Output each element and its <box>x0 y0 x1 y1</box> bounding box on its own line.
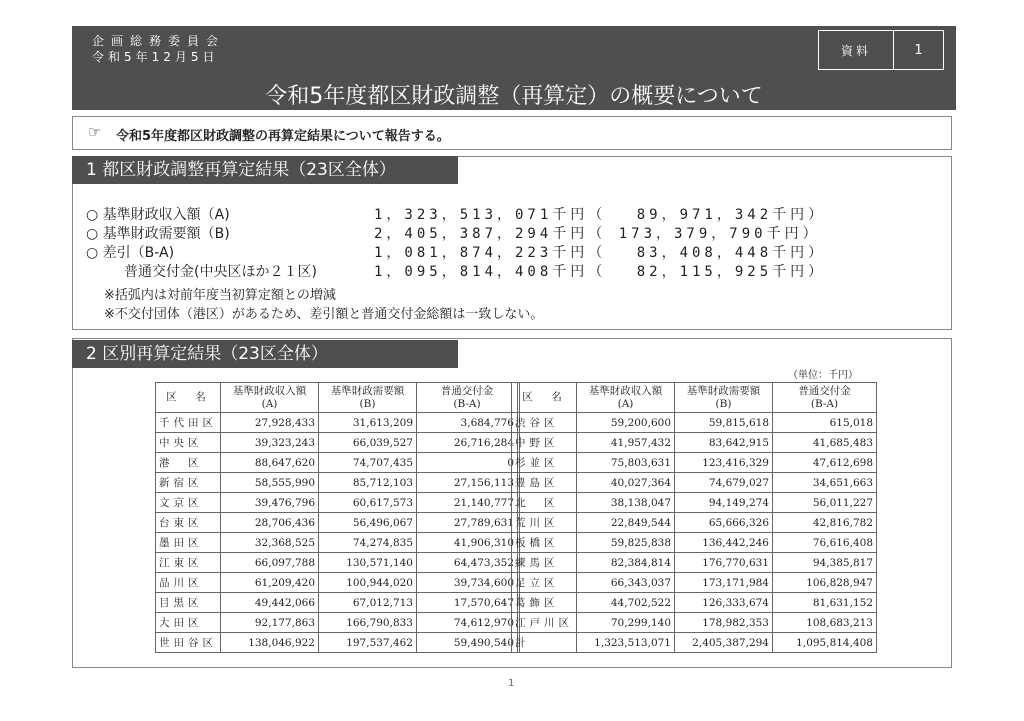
table-row <box>156 413 519 433</box>
grant-cell: 0 <box>417 453 519 473</box>
item-revenue-value: 1，323，513，071千円（ 89，971，342千円） <box>374 207 827 223</box>
item-label: 基準財政収入額（A) <box>102 207 230 223</box>
revenue-cell: 40,027,364 <box>577 473 675 493</box>
grant-cell: 42,816,782 <box>773 513 877 533</box>
grant-cell: 34,651,663 <box>773 473 877 493</box>
revenue-cell: 66,343,037 <box>577 573 675 593</box>
ward-cell: 江戸川区 <box>512 613 577 633</box>
ward-cell: 板橋区 <box>512 533 577 553</box>
table-row <box>156 593 519 613</box>
col-sub: (B) <box>715 397 732 410</box>
col-sub: (B-A) <box>453 397 481 410</box>
col-label: 基準財政需要額 <box>686 384 761 397</box>
table-row <box>512 453 877 473</box>
pointing-hand-icon: ☞ <box>88 123 102 141</box>
ward-table-right <box>511 382 877 653</box>
bullet: ○ <box>86 207 99 223</box>
ward-cell: 中央区 <box>156 433 221 453</box>
demand-cell: 31,613,209 <box>319 413 417 433</box>
ward-cell: 足立区 <box>512 573 577 593</box>
col-label: 普通交付金 <box>798 384 851 397</box>
col-sub: (B) <box>359 397 376 410</box>
document-date: 令和5年12月5日 <box>92 50 219 64</box>
ward-cell: 新宿区 <box>156 473 221 493</box>
col-demand <box>319 383 417 413</box>
col-ward: 区 名 <box>156 383 221 413</box>
revenue-cell: 1,323,513,071 <box>577 633 675 653</box>
table-row <box>156 533 519 553</box>
demand-cell: 67,012,713 <box>319 593 417 613</box>
ward-cell: 計 <box>512 633 577 653</box>
table-row <box>156 433 519 453</box>
table-row <box>512 633 877 653</box>
ward-cell: 港 区 <box>156 453 221 473</box>
grant-cell: 76,616,408 <box>773 533 877 553</box>
demand-cell: 60,617,573 <box>319 493 417 513</box>
badge-label: 資料 <box>819 31 894 69</box>
grant-cell: 27,156,113 <box>417 473 519 493</box>
demand-cell: 136,442,246 <box>675 533 773 553</box>
revenue-cell: 41,957,432 <box>577 433 675 453</box>
demand-cell: 123,416,329 <box>675 453 773 473</box>
page-number: 1 <box>508 678 515 689</box>
section2-heading: 2 区別再算定結果（23区全体） <box>72 340 458 368</box>
item-revenue <box>86 206 230 224</box>
note-1: ※括弧内は対前年度当初算定額との増減 <box>104 288 336 303</box>
grant-cell: 26,716,284 <box>417 433 519 453</box>
grant-cell: 74,612,970 <box>417 613 519 633</box>
table-row <box>156 613 519 633</box>
col-revenue <box>577 383 675 413</box>
ward-cell: 墨田区 <box>156 533 221 553</box>
table-row <box>512 573 877 593</box>
demand-cell: 197,537,462 <box>319 633 417 653</box>
revenue-cell: 38,138,047 <box>577 493 675 513</box>
demand-cell: 74,274,835 <box>319 533 417 553</box>
table-row <box>512 493 877 513</box>
table-header-row <box>156 383 519 413</box>
item-demand-value: 2，405，387，294千円（ 173，379，790千円） <box>374 226 821 242</box>
revenue-cell: 70,299,140 <box>577 613 675 633</box>
item-grant: 普通交付金(中央区ほか２１区) <box>124 264 317 280</box>
item-demand <box>86 225 230 243</box>
item-difference <box>86 244 174 262</box>
ward-cell: 中野区 <box>512 433 577 453</box>
table-header-row <box>512 383 877 413</box>
col-grant <box>773 383 877 413</box>
section1-heading: 1 都区財政調整再算定結果（23区全体） <box>72 156 458 184</box>
demand-cell: 85,712,103 <box>319 473 417 493</box>
grant-cell: 94,385,817 <box>773 553 877 573</box>
grant-cell: 59,490,540 <box>417 633 519 653</box>
revenue-cell: 27,928,433 <box>221 413 319 433</box>
ward-cell: 荒川区 <box>512 513 577 533</box>
demand-cell: 176,770,631 <box>675 553 773 573</box>
ward-cell: 品川区 <box>156 573 221 593</box>
revenue-cell: 92,177,863 <box>221 613 319 633</box>
document-title: 令和5年度都区財政調整（再算定）の概要について <box>72 84 956 110</box>
ward-cell: 杉並区 <box>512 453 577 473</box>
demand-cell: 178,982,353 <box>675 613 773 633</box>
grant-cell: 64,473,352 <box>417 553 519 573</box>
revenue-cell: 22,849,544 <box>577 513 675 533</box>
demand-cell: 100,944,020 <box>319 573 417 593</box>
demand-cell: 74,707,435 <box>319 453 417 473</box>
ward-cell: 北 区 <box>512 493 577 513</box>
demand-cell: 56,496,067 <box>319 513 417 533</box>
revenue-cell: 39,476,796 <box>221 493 319 513</box>
table-row <box>512 513 877 533</box>
table-row <box>156 513 519 533</box>
demand-cell: 94,149,274 <box>675 493 773 513</box>
grant-cell: 1,095,814,408 <box>773 633 877 653</box>
revenue-cell: 59,825,838 <box>577 533 675 553</box>
revenue-cell: 138,046,922 <box>221 633 319 653</box>
demand-cell: 59,815,618 <box>675 413 773 433</box>
ward-cell: 江東区 <box>156 553 221 573</box>
revenue-cell: 88,647,620 <box>221 453 319 473</box>
item-grant-value: 1，095，814，408千円（ 82，115，925千円） <box>374 264 827 280</box>
demand-cell: 166,790,833 <box>319 613 417 633</box>
grant-cell: 47,612,698 <box>773 453 877 473</box>
table-row <box>156 633 519 653</box>
col-grant <box>417 383 519 413</box>
demand-cell: 2,405,387,294 <box>675 633 773 653</box>
table-row <box>512 613 877 633</box>
col-label: 基準財政収入額 <box>232 384 307 397</box>
col-sub: (A) <box>617 397 634 410</box>
table-row <box>156 493 519 513</box>
demand-cell: 66,039,527 <box>319 433 417 453</box>
item-difference-value: 1，081，874，223千円（ 83，408，448千円） <box>374 245 827 261</box>
note-2: ※不交付団体（港区）があるため、差引額と普通交付金総額は一致しない。 <box>104 307 544 322</box>
ward-table-left <box>155 382 520 653</box>
table-row <box>512 413 877 433</box>
summary-text: 令和5年度都区財政調整の再算定結果について報告する。 <box>116 129 450 144</box>
table-row <box>512 473 877 493</box>
grant-cell: 106,828,947 <box>773 573 877 593</box>
ward-cell: 大田区 <box>156 613 221 633</box>
col-sub: (B-A) <box>810 397 839 410</box>
revenue-cell: 49,442,066 <box>221 593 319 613</box>
revenue-cell: 32,368,525 <box>221 533 319 553</box>
item-label: 差引（B-A) <box>102 245 175 261</box>
ward-cell: 千代田区 <box>156 413 221 433</box>
ward-cell: 世田谷区 <box>156 633 221 653</box>
ward-cell: 葛飾区 <box>512 593 577 613</box>
document-badge <box>818 30 944 70</box>
revenue-cell: 82,384,814 <box>577 553 675 573</box>
demand-cell: 74,679,027 <box>675 473 773 493</box>
col-label: 普通交付金 <box>440 384 494 397</box>
ward-cell: 渋谷区 <box>512 413 577 433</box>
table-row <box>156 573 519 593</box>
revenue-cell: 28,706,436 <box>221 513 319 533</box>
grant-cell: 81,631,152 <box>773 593 877 613</box>
bullet: ○ <box>86 245 99 261</box>
unit-label: （単位：千円） <box>788 370 858 381</box>
demand-cell: 130,571,140 <box>319 553 417 573</box>
revenue-cell: 61,209,420 <box>221 573 319 593</box>
grant-cell: 41,906,310 <box>417 533 519 553</box>
grant-cell: 615,018 <box>773 413 877 433</box>
revenue-cell: 39,323,243 <box>221 433 319 453</box>
demand-cell: 83,642,915 <box>675 433 773 453</box>
revenue-cell: 66,097,788 <box>221 553 319 573</box>
table-row <box>512 533 877 553</box>
table-row <box>512 593 877 613</box>
grant-cell: 41,685,483 <box>773 433 877 453</box>
table-row <box>512 433 877 453</box>
grant-cell: 21,140,777 <box>417 493 519 513</box>
col-label: 基準財政需要額 <box>330 384 405 397</box>
ward-cell: 練馬区 <box>512 553 577 573</box>
ward-cell: 文京区 <box>156 493 221 513</box>
revenue-cell: 59,200,600 <box>577 413 675 433</box>
col-ward: 区 名 <box>512 383 577 413</box>
revenue-cell: 44,702,522 <box>577 593 675 613</box>
grant-cell: 27,789,631 <box>417 513 519 533</box>
grant-cell: 39,734,600 <box>417 573 519 593</box>
col-label: 基準財政収入額 <box>588 384 663 397</box>
demand-cell: 126,333,674 <box>675 593 773 613</box>
grant-cell: 56,011,227 <box>773 493 877 513</box>
table-row <box>156 453 519 473</box>
ward-cell: 台東区 <box>156 513 221 533</box>
col-revenue <box>221 383 319 413</box>
grant-cell: 3,684,776 <box>417 413 519 433</box>
table-row <box>512 553 877 573</box>
col-sub: (A) <box>261 397 278 410</box>
table-row <box>156 553 519 573</box>
demand-cell: 173,171,984 <box>675 573 773 593</box>
badge-number: 1 <box>914 42 923 58</box>
ward-cell: 目黒区 <box>156 593 221 613</box>
grant-cell: 108,683,213 <box>773 613 877 633</box>
bullet: ○ <box>86 226 99 242</box>
ward-cell: 豊島区 <box>512 473 577 493</box>
revenue-cell: 75,803,631 <box>577 453 675 473</box>
revenue-cell: 58,555,990 <box>221 473 319 493</box>
table-row <box>156 473 519 493</box>
committee-name: 企画総務委員会 <box>92 34 226 48</box>
item-label: 基準財政需要額（B) <box>102 226 230 242</box>
grant-cell: 17,570,647 <box>417 593 519 613</box>
demand-cell: 65,666,326 <box>675 513 773 533</box>
col-demand <box>675 383 773 413</box>
